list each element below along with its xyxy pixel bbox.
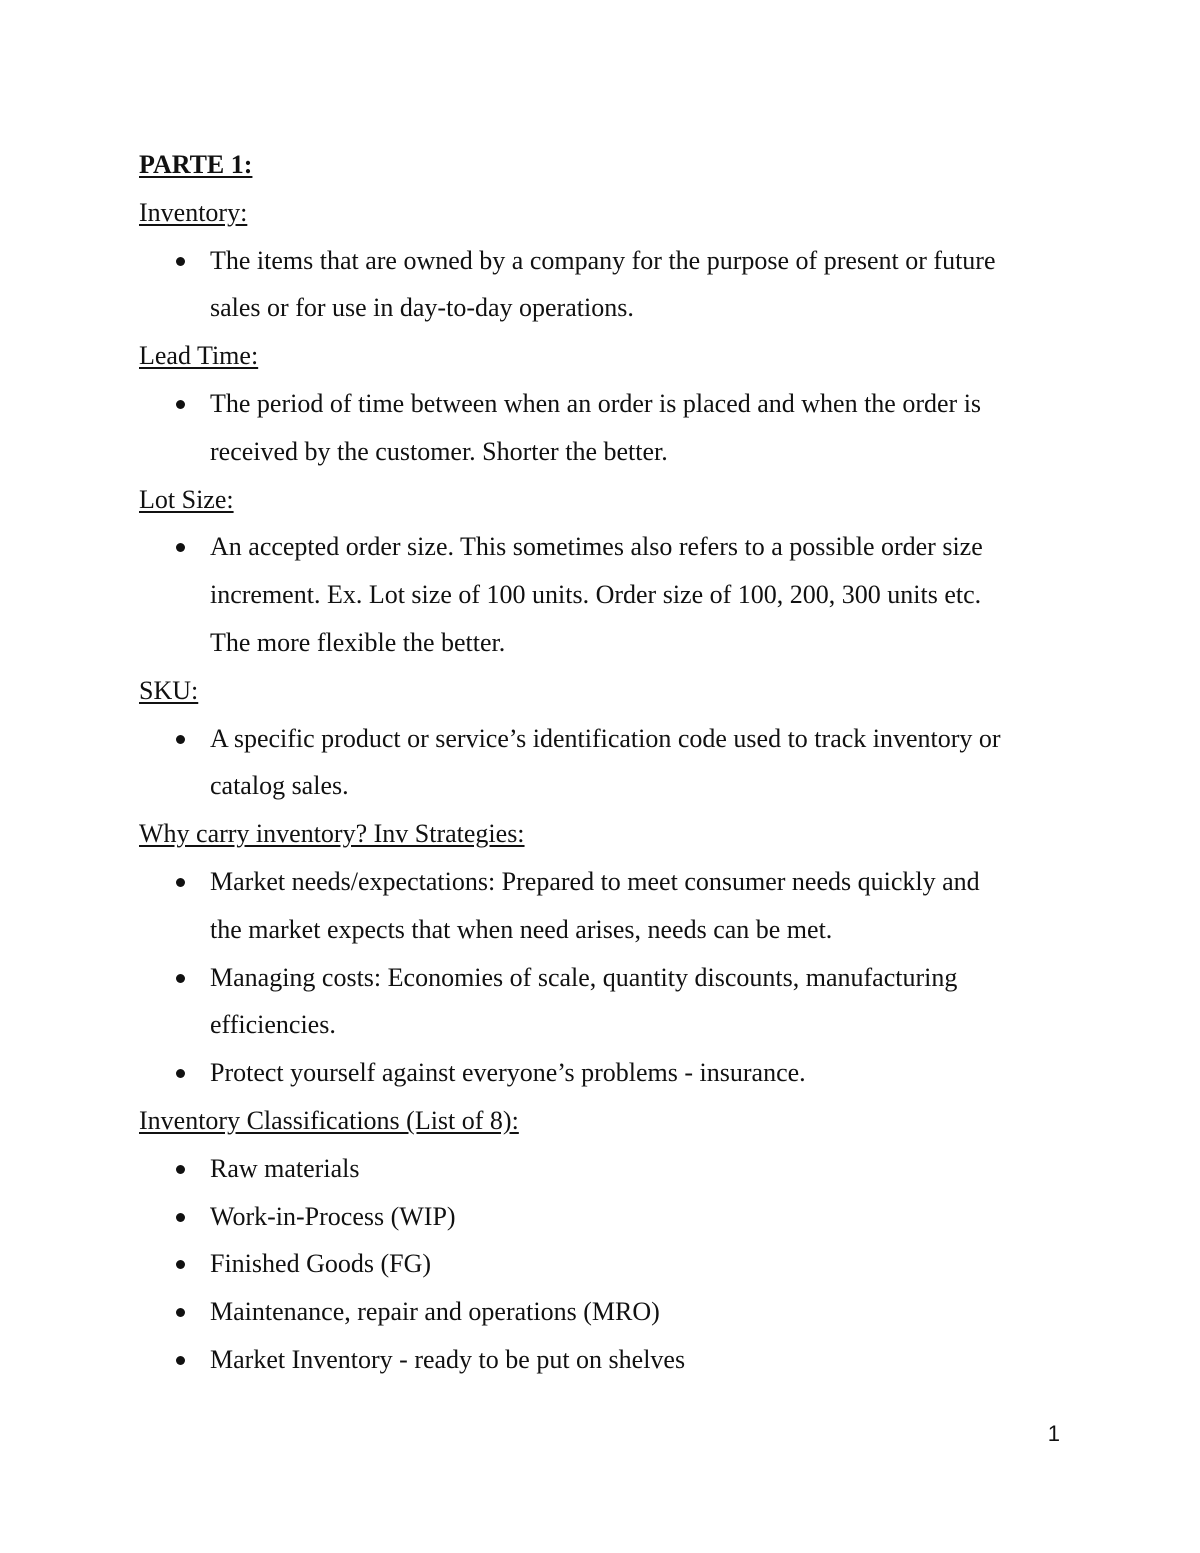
bullet-dot-icon (176, 735, 185, 744)
bullet-continuation: The more flexible the better. (210, 627, 506, 657)
bullet-text: Work-in-Process (WIP) (210, 1201, 456, 1231)
section-heading: SKU: (139, 675, 199, 705)
bullet-dot-icon (176, 400, 185, 409)
bullet-text: The items that are owned by a company for the purpose of present or future (210, 245, 996, 275)
list-item (139, 1145, 1069, 1193)
bullet-dot-icon (176, 1260, 185, 1269)
bullet-dot-icon (176, 543, 185, 552)
bullet-dot-icon (176, 974, 185, 983)
bullet-line (139, 858, 1069, 906)
bullet-text: An accepted order size. This sometimes also refers to a possible order size (210, 532, 983, 562)
bullet-text: Maintenance, repair and operations (MRO) (210, 1297, 660, 1327)
bullet-dot-icon (176, 878, 185, 887)
bullet-dot-icon (176, 257, 185, 266)
bullet-item (139, 858, 1069, 954)
bullet-text: Protect yourself against everyone’s problems - insurance. (210, 1058, 806, 1088)
bullet-item (139, 523, 1069, 666)
section-heading: Why carry inventory? Inv Strategies: (139, 819, 525, 849)
bullet-text: The period of time between when an order is placed and when the order is (210, 388, 982, 418)
section-heading: Inventory: (139, 197, 248, 227)
bullet-text: Raw materials (210, 1153, 360, 1183)
bullet-continuation: received by the customer. Shorter the better. (210, 436, 668, 466)
section-lot-size (139, 476, 1069, 667)
page-number: 1 (1047, 1421, 1060, 1446)
section-lead-time (139, 332, 1069, 475)
bullet-line (139, 1049, 1069, 1097)
bullet-continuation: sales or for use in day-to-day operations. (210, 293, 634, 323)
list-item (139, 1288, 1069, 1336)
section-inventory-classifications (139, 1097, 1069, 1384)
bullet-text: Managing costs: Economies of scale, quantity discounts, manufacturing (210, 962, 958, 992)
section-sku (139, 667, 1069, 810)
list-item (139, 1240, 1069, 1288)
bullet-line (139, 237, 1069, 285)
bullet-item (139, 237, 1069, 333)
bullet-line (139, 954, 1069, 1002)
bullet-line (139, 380, 1069, 428)
bullet-text: Finished Goods (FG) (210, 1249, 432, 1279)
bullet-text: Market needs/expectations: Prepared to meet consumer needs quickly and (210, 866, 980, 896)
bullet-dot-icon (176, 1356, 185, 1365)
bullet-item (139, 954, 1069, 1050)
bullet-dot-icon (176, 1308, 185, 1317)
bullet-item (139, 380, 1069, 476)
section-heading: Lead Time: (139, 341, 259, 371)
bullet-text: Market Inventory - ready to be put on shelves (210, 1344, 686, 1374)
bullet-continuation: increment. Ex. Lot size of 100 units. Order size of 100, 200, 300 units etc. (210, 580, 982, 610)
bullet-continuation: catalog sales. (210, 771, 349, 801)
section-heading: Inventory Classifications (List of 8): (139, 1105, 519, 1135)
section-inventory (139, 189, 1069, 332)
list-item (139, 1336, 1069, 1384)
bullet-line (139, 715, 1069, 763)
document-body (139, 141, 1069, 1384)
bullet-line (139, 523, 1069, 571)
bullet-continuation: efficiencies. (210, 1010, 336, 1040)
list-item (139, 1193, 1069, 1241)
bullet-dot-icon (176, 1069, 185, 1078)
bullet-dot-icon (176, 1165, 185, 1174)
bullet-item (139, 1049, 1069, 1097)
bullet-item (139, 715, 1069, 811)
section-heading: Lot Size: (139, 484, 234, 514)
bullet-text: A specific product or service’s identification code used to track inventory or (210, 723, 1001, 753)
bullet-dot-icon (176, 1213, 185, 1222)
section-why-carry-inventory (139, 810, 1069, 1097)
bullet-continuation: the market expects that when need arises, needs can be met. (210, 914, 833, 944)
part-title: PARTE 1: (139, 150, 253, 179)
